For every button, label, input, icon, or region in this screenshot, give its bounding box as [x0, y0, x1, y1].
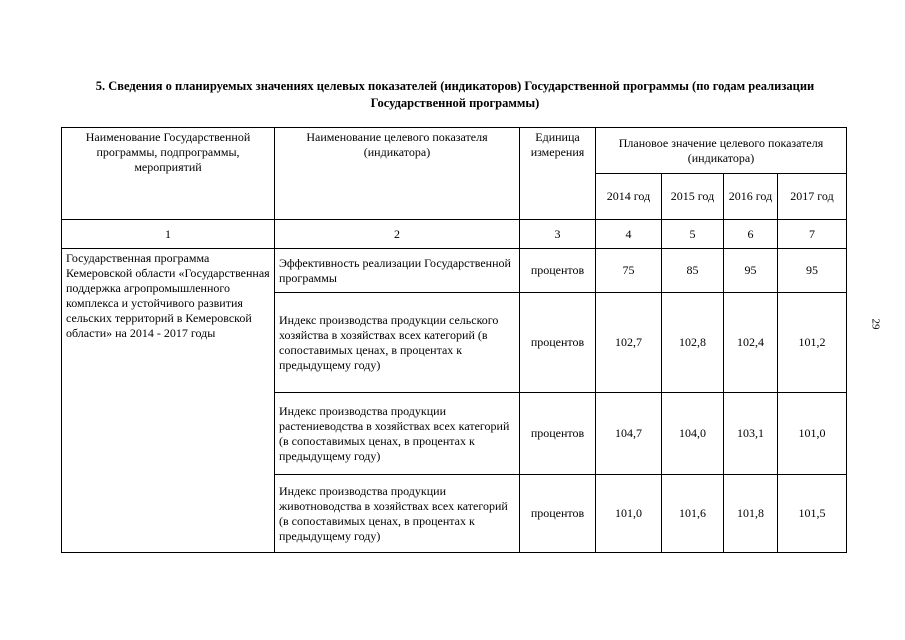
header-program: Наименование Государственной программы, подпрограммы, мероприятий	[62, 128, 275, 220]
header-year: 2017 год	[778, 174, 847, 220]
value-cell: 101,0	[596, 475, 662, 553]
indicator-name: Индекс производства продукции животноводства в хозяйствах всех категорий (в сопоставимых ценах, в процентах к предыдущему году)	[275, 475, 520, 553]
value-cell: 85	[662, 249, 724, 293]
column-number: 3	[520, 220, 596, 249]
column-number: 2	[275, 220, 520, 249]
value-cell: 104,0	[662, 393, 724, 475]
value-cell: 101,6	[662, 475, 724, 553]
value-cell: 95	[778, 249, 847, 293]
table-row	[62, 249, 847, 293]
value-cell: 101,0	[778, 393, 847, 475]
value-cell: 101,2	[778, 293, 847, 393]
page-title: 5. Сведения о планируемых значениях целевых показателей (индикаторов) Государственной программы (по годам реализации Государственной программы)	[95, 79, 815, 110]
column-numbers-row	[62, 220, 847, 249]
value-cell: 102,8	[662, 293, 724, 393]
indicator-name: Индекс производства продукции растениеводства в хозяйствах всех категорий (в сопоставимых ценах, в процентах к предыдущему году)	[275, 393, 520, 475]
header-indicator: Наименование целевого показателя (индикатора)	[275, 128, 520, 220]
header-year: 2015 год	[662, 174, 724, 220]
value-cell: 104,7	[596, 393, 662, 475]
value-cell: 102,7	[596, 293, 662, 393]
program-name: Государственная программа Кемеровской области «Государственная поддержка агропромышленного комплекса и устойчивого развития сельских территорий в Кемеровской области» на 2014 - 2017 годы	[62, 249, 275, 553]
column-number: 7	[778, 220, 847, 249]
column-number: 4	[596, 220, 662, 249]
unit-cell: процентов	[520, 293, 596, 393]
value-cell: 101,8	[724, 475, 778, 553]
value-cell: 101,5	[778, 475, 847, 553]
header-year: 2014 год	[596, 174, 662, 220]
header-unit: Единица измерения	[520, 128, 596, 220]
column-number: 5	[662, 220, 724, 249]
page-number: 29	[869, 318, 882, 330]
value-cell: 75	[596, 249, 662, 293]
value-cell: 102,4	[724, 293, 778, 393]
unit-cell: процентов	[520, 475, 596, 553]
header-year: 2016 год	[724, 174, 778, 220]
header-planned-value: Плановое значение целевого показателя (индикатора)	[596, 128, 847, 174]
indicators-table	[61, 127, 847, 553]
unit-cell: процентов	[520, 393, 596, 475]
column-number: 6	[724, 220, 778, 249]
unit-cell: процентов	[520, 249, 596, 293]
indicator-name: Эффективность реализации Государственной программы	[275, 249, 520, 293]
value-cell: 95	[724, 249, 778, 293]
value-cell: 103,1	[724, 393, 778, 475]
indicator-name: Индекс производства продукции сельского хозяйства в хозяйствах всех категорий (в сопоставимых ценах, в процентах к предыдущему году)	[275, 293, 520, 393]
column-number: 1	[62, 220, 275, 249]
